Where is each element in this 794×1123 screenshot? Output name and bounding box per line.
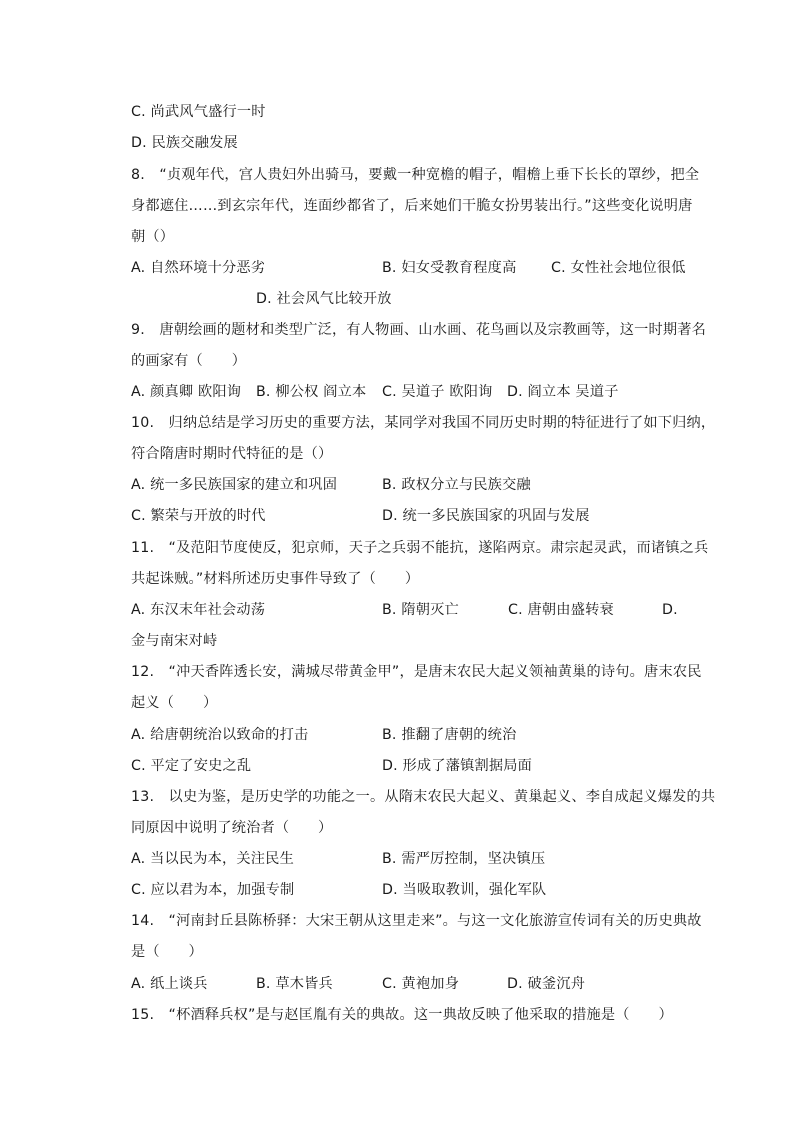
q11-option-a: A. 东汉末年社会动荡 xyxy=(131,602,266,618)
q12-stem-line2: 起义（ ） xyxy=(131,695,218,711)
q9-option-a: A. 颜真卿 欧阳询 xyxy=(131,384,242,400)
q11-stem-line1: 11. “及范阳节度使反，犯京师，天子之兵弱不能抗，遂陷两京。肃宗起灵武，而诸镇之兵 xyxy=(131,540,709,556)
q14-option-b: B. 草木皆兵 xyxy=(256,976,333,992)
q9-stem-line1: 9. 唐朝绘画的题材和类型广泛，有人物画、山水画、花鸟画以及宗教画等，这一时期著名 xyxy=(131,322,707,338)
q7-option-d: D. 民族交融发展 xyxy=(131,135,238,151)
q10-option-c: C. 繁荣与开放的时代 xyxy=(131,508,266,524)
q10-option-d: D. 统一多民族国家的巩固与发展 xyxy=(382,508,590,524)
q8-option-b: B. 妇女受教育程度高 xyxy=(382,260,517,276)
q13-stem-line2: 同原因中说明了统治者（ ） xyxy=(131,820,333,836)
q9-option-b: B. 柳公权 阎立本 xyxy=(256,384,367,400)
q11-option-d-prefix: D. xyxy=(662,602,678,618)
q12-stem-line1: 12. “冲天香阵透长安，满城尽带黄金甲”，是唐末农民大起义领袖黄巢的诗句。唐末农民 xyxy=(131,664,702,680)
q8-option-c: C. 女性社会地位很低 xyxy=(551,260,686,276)
q10-option-a: A. 统一多民族国家的建立和巩固 xyxy=(131,477,338,493)
q14-stem-line2: 是（ ） xyxy=(131,944,203,960)
q10-option-b: B. 政权分立与民族交融 xyxy=(382,477,531,493)
q11-option-d-text: 金与南宋对峙 xyxy=(131,633,218,649)
q8-option-a: A. 自然环境十分恶劣 xyxy=(131,260,266,276)
q10-stem-line1: 10. 归纳总结是学习历史的重要方法，某同学对我国不同历史时期的特征进行了如下归纳， xyxy=(131,415,716,431)
q14-stem-line1: 14. “河南封丘县陈桥驿：大宋王朝从这里走来”。与这一文化旅游宣传词有关的历史典故 xyxy=(131,913,702,929)
q9-stem-line2: 的画家有（ ） xyxy=(131,353,247,369)
q14-option-c: C. 黄袍加身 xyxy=(382,976,460,992)
q12-option-c: C. 平定了安史之乱 xyxy=(131,758,252,774)
q12-option-b: B. 推翻了唐朝的统治 xyxy=(382,727,517,743)
q8-option-d: D. 社会风气比较开放 xyxy=(256,291,392,307)
q11-stem-line2: 共起诛贼。”材料所述历史事件导致了（ ） xyxy=(131,571,420,587)
q8-stem-line1: 8. “贞观年代，宫人贵妇外出骑马，要戴一种宽檐的帽子，帽檐上垂下长长的罩纱，把全 xyxy=(131,167,700,183)
q13-option-b: B. 需严厉控制，坚决镇压 xyxy=(382,851,546,867)
q13-stem-line1: 13. 以史为鉴，是历史学的功能之一。从隋末农民大起义、黄巢起义、李自成起义爆发的共 xyxy=(131,789,716,805)
q13-option-c: C. 应以君为本，加强专制 xyxy=(131,882,295,898)
q10-stem-line2: 符合隋唐时期时代特征的是（） xyxy=(131,446,333,462)
q9-option-d: D. 阎立本 吴道子 xyxy=(507,384,619,400)
q8-stem-line3: 朝（） xyxy=(131,229,175,245)
q9-option-c: C. 吴道子 欧阳询 xyxy=(382,384,493,400)
q13-option-a: A. 当以民为本，关注民生 xyxy=(131,851,294,867)
q11-option-c: C. 唐朝由盛转衰 xyxy=(508,602,614,618)
q14-option-a: A. 纸上谈兵 xyxy=(131,976,208,992)
q8-stem-line2: 身都遮住……到玄宗年代，连面纱都省了，后来她们干脆女扮男装出行。”这些变化说明唐 xyxy=(131,198,693,214)
q11-option-b: B. 隋朝灭亡 xyxy=(382,602,459,618)
q12-option-d: D. 形成了藩镇割据局面 xyxy=(382,758,533,774)
q12-option-a: A. 给唐朝统治以致命的打击 xyxy=(131,727,309,743)
q13-option-d: D. 当吸取教训，强化军队 xyxy=(382,882,547,898)
q15-stem-line1: 15. “杯酒释兵权”是与赵匡胤有关的典故。这一典故反映了他采取的措施是（ ） xyxy=(131,1007,673,1023)
q7-option-c: C. 尚武风气盛行一时 xyxy=(131,104,266,120)
q14-option-d: D. 破釜沉舟 xyxy=(507,976,586,992)
